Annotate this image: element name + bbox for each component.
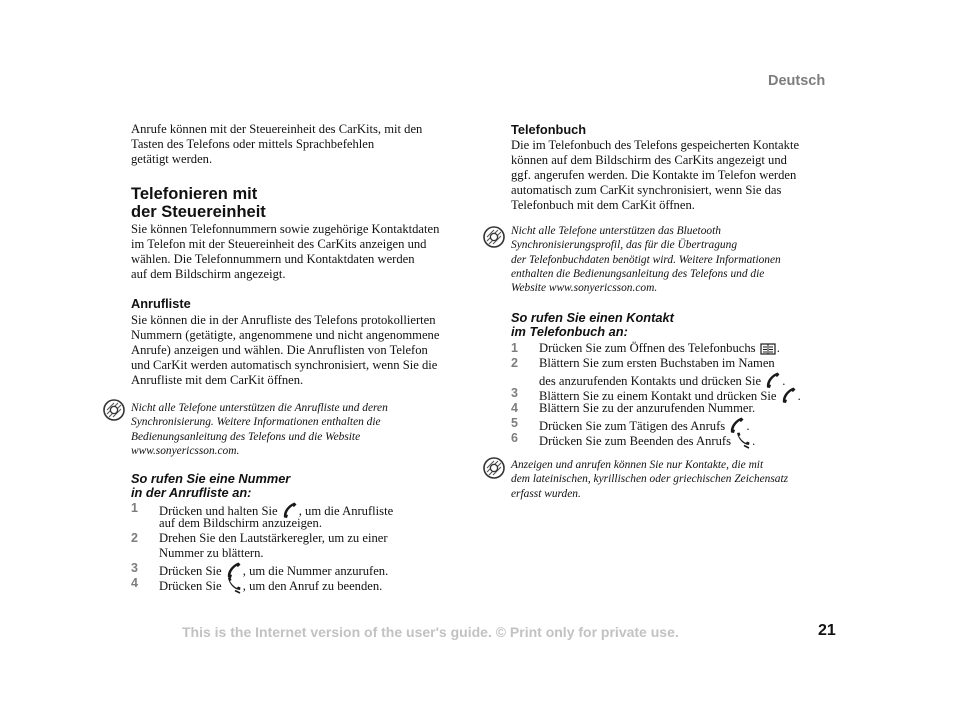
footer-notice: This is the Internet version of the user's guide. © Print only for private use. [182,624,679,640]
paragraph-line: Telefonbuch mit dem CarKit öffnen. [511,198,695,212]
end-call-key-icon [226,576,242,594]
paragraph-line: automatisch zum CarKit synchronisiert, wenn Sie das [511,183,782,197]
paragraph-line: und CarKit werden automatisch synchronisiert, wenn Sie die [131,358,438,372]
step-number: 4 [511,401,518,415]
page-number: 21 [818,622,836,639]
note-line: Synchronisierungsprofil, das für die Übertragung [511,239,738,252]
heading-line: der Steuereinheit [131,203,266,221]
step-item [131,501,431,531]
step-number: 2 [131,531,138,545]
step-number: 3 [511,386,518,400]
step-text: . [752,434,756,448]
paragraph-line: im Telefon mit der Steuereinheit des CarKits anzeigen und [131,237,427,251]
step-text: Drehen Sie den Lautstärkeregler, um zu einer [159,531,388,545]
step-number: 2 [511,356,518,370]
step-text: Drücken und halten Sie [159,504,278,518]
step-text: Drücken Sie zum Öffnen des Telefonbuchs [539,341,756,355]
note-icon [102,398,126,422]
step-item [511,431,831,446]
anrufliste-title: Anrufliste [131,296,191,311]
step-number: 3 [131,561,138,575]
paragraph-line: Nummern (getätigte, angenommene und nicht angenommene [131,328,440,342]
step-text: Nummer zu blättern. [159,546,264,560]
howto-line: So rufen Sie einen Kontakt [511,310,674,325]
intro-line: Tasten des Telefons oder mittels Sprachbefehlen [131,137,375,151]
note-line: dem lateinischen, kyrillischen oder griechischen Zeichensatz [511,473,789,486]
note-line: Nicht alle Telefone unterstützen die Anrufliste und deren [131,402,388,414]
paragraph-line: wählen. Die Telefonnummern und Kontaktdaten werden [131,252,415,266]
step-text: . [746,419,750,433]
note-text [511,224,781,295]
note-line: enthalten die Bedienungsanleitung des Telefons und die [511,267,765,280]
note-line: Nicht alle Telefone unterstützen das Bluetooth [511,225,721,237]
paragraph-line: Sie können Telefonnummern sowie zugehörige Kontaktdaten [131,222,440,236]
step-text: . [776,341,780,355]
note-line: Website www.sonyericsson.com. [511,282,658,295]
step-text: Blättern Sie zu einem Kontakt und drücken Sie [539,389,777,403]
step-item [511,356,831,386]
paragraph-line: können auf dem Bildschirm des CarKits angezeigt und [511,153,787,167]
howto-line: in der Anrufliste an: [131,485,252,500]
step-item [511,386,831,401]
telefonbuch-title: Telefonbuch [511,122,587,137]
language-label: Deutsch [768,73,826,89]
step-item [131,576,431,591]
step-number: 1 [511,341,518,355]
anrufliste-paragraph [131,313,439,388]
step-text: Blättern Sie zum ersten Buchstaben im Namen [539,356,775,370]
note-icon [482,456,506,480]
note-icon [482,225,506,249]
intro-paragraph [131,122,422,167]
note-text [511,458,788,501]
phonebook-icon [760,342,776,356]
paragraph-line: auf dem Bildschirm angezeigt. [131,267,286,281]
howto-line: So rufen Sie eine Nummer [131,471,291,486]
step-item [511,416,831,431]
step-text: . [797,389,801,403]
step-text: , um den Anruf zu beenden. [242,579,383,593]
step-text: des anzurufenden Kontakts und drücken Sie [539,374,762,388]
step-text: Drücken Sie zum Beenden des Anrufs [539,434,732,448]
step-item [131,561,431,576]
note-line: erfasst wurden. [511,487,581,500]
paragraph-line: Anrufe) anzeigen und wählen. Die Anruflisten von Telefon [131,343,428,357]
step-number: 6 [511,431,518,445]
note-line: der Telefonbuchdaten benötigt wird. Weitere Informationen [511,253,781,266]
heading-line: Telefonieren mit [131,185,258,203]
paragraph-line: Sie können die in der Anrufliste des Telefons protokollierten [131,313,436,327]
paragraph-line: Die im Telefonbuch des Telefons gespeicherten Kontakte [511,138,800,152]
step-text: Drücken Sie zum Tätigen des Anrufs [539,419,726,433]
section-heading [131,185,266,221]
howto-line: im Telefonbuch an: [511,324,628,339]
note-text [131,401,388,458]
step-text: Blättern Sie zu der anzurufenden Nummer. [539,401,756,415]
note-line: Anzeigen und anrufen können Sie nur Kontakte, die mit [511,459,764,471]
note-line: Synchronisierung. Weitere Informationen enthalten die [131,416,381,429]
step-text: , um die Anrufliste [298,504,394,518]
step-number: 5 [511,416,518,430]
note-line: Bedienungsanleitung des Telefons und die Website [131,430,361,443]
step-text: , um die Nummer anzurufen. [242,564,389,578]
intro-line: getätigt werden. [131,152,213,166]
end-call-key-icon [735,431,751,449]
step-text: Drücken Sie [159,579,222,593]
note-line: www.sonyericsson.com. [131,444,240,457]
step-item [511,401,831,416]
howto-title [131,472,290,500]
paragraph-line: Anrufliste mit dem CarKit öffnen. [131,373,304,387]
heading-paragraph [131,222,439,282]
step-text: auf dem Bildschirm anzuzeigen. [159,516,322,530]
step-text: Drücken Sie [159,564,222,578]
step-text: . [782,374,786,388]
howto-title [511,311,674,339]
telefonbuch-paragraph [511,138,799,213]
step-item [511,341,831,356]
intro-line: Anrufe können mit der Steuereinheit des CarKits, mit den [131,122,423,136]
paragraph-line: ggf. angerufen werden. Die Kontakte im Telefon werden [511,168,797,182]
step-number: 4 [131,576,138,590]
step-item [131,531,431,561]
step-number: 1 [131,501,138,515]
